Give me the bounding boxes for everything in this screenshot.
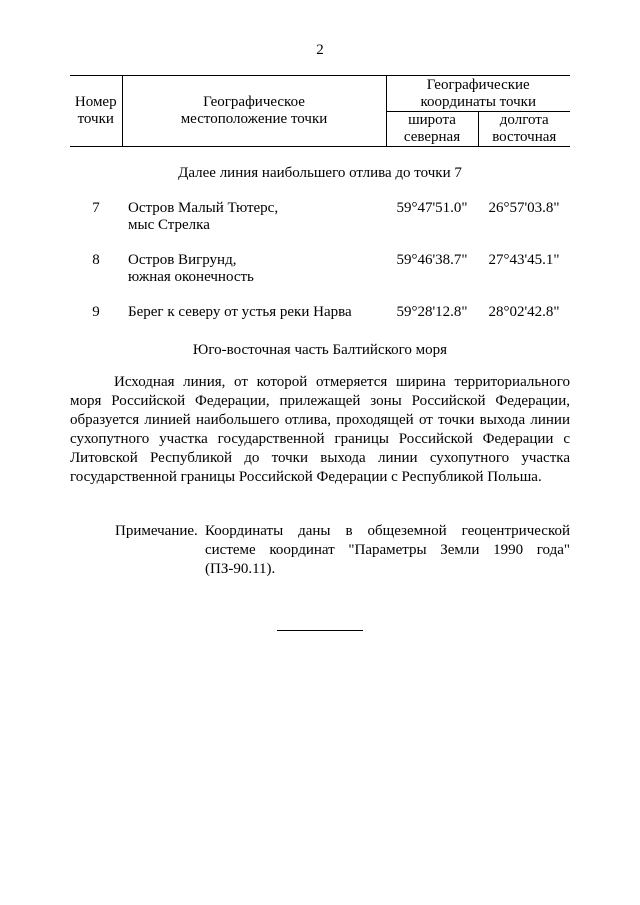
header-coordinates-line2: координаты точки — [420, 93, 536, 110]
point-location — [128, 200, 388, 234]
point-latitude: 59°28'12.8" — [396, 304, 468, 320]
body-paragraph: Исходная линия, от которой отмеряется ширина территориального моря Российской Федерации, прилежащей зоны Российской Федерации, образуется линией наибольшего отлива, проходящей от точки выхода линии сухопутного участка государственной границы Российской Федерации с Литовской Республикой до точки выхода линии сухопутного участка государственной границы Российской Федерации с Республикой Польша. — [70, 374, 570, 485]
header-location-line2: местоположение точки — [180, 111, 328, 127]
end-divider — [277, 630, 363, 631]
header-point-number-line1: Номер — [74, 94, 117, 110]
note-label: Примечание. — [115, 523, 198, 539]
point-longitude: 28°02'42.8" — [488, 304, 560, 320]
coordinates-table-header — [70, 75, 570, 147]
table-row — [70, 252, 570, 304]
header-location — [122, 76, 386, 147]
header-coordinates — [386, 76, 570, 112]
header-longitude — [478, 112, 570, 147]
point-number: 9 — [92, 304, 100, 320]
header-longitude-line2: восточная — [492, 129, 557, 145]
point-location-line2: мыс Стрелка — [128, 217, 210, 233]
point-longitude: 26°57'03.8" — [488, 200, 560, 216]
section-title: Юго-восточная часть Балтийского моря — [192, 342, 448, 358]
header-latitude-line2: северная — [403, 129, 461, 145]
point-location-line1: Остров Малый Тютерс, — [128, 200, 279, 216]
header-latitude-line1: широта — [408, 112, 456, 128]
point-location-line2: южная оконечность — [128, 269, 254, 285]
point-location-line1: Остров Вигрунд, — [128, 252, 237, 268]
point-longitude: 27°43'45.1" — [488, 252, 560, 268]
point-number: 8 — [92, 252, 100, 268]
point-latitude: 59°47'51.0" — [396, 200, 468, 216]
point-location-line1: Берег к северу от устья реки Нарва — [128, 304, 352, 320]
header-longitude-line1: долгота — [499, 112, 549, 128]
continuation-note: Далее линия наибольшего отлива до точки 7 — [178, 165, 462, 181]
header-location-line1: Географическое — [203, 94, 305, 110]
coordinates-entries — [70, 200, 570, 356]
point-number: 7 — [92, 200, 100, 216]
point-latitude: 59°46'38.7" — [396, 252, 468, 268]
page-number: 2 — [316, 42, 324, 58]
header-point-number-line2: точки — [77, 111, 114, 127]
table-row — [70, 200, 570, 252]
point-location — [128, 252, 388, 286]
header-latitude — [386, 112, 478, 147]
header-coordinates-line1: Географические — [426, 76, 530, 93]
point-location — [128, 304, 388, 321]
note-text: Координаты даны в общеземной геоцентрической системе координат "Параметры Земли 1990 года" (ПЗ-90.11). — [205, 523, 570, 577]
header-point-number — [70, 76, 122, 147]
